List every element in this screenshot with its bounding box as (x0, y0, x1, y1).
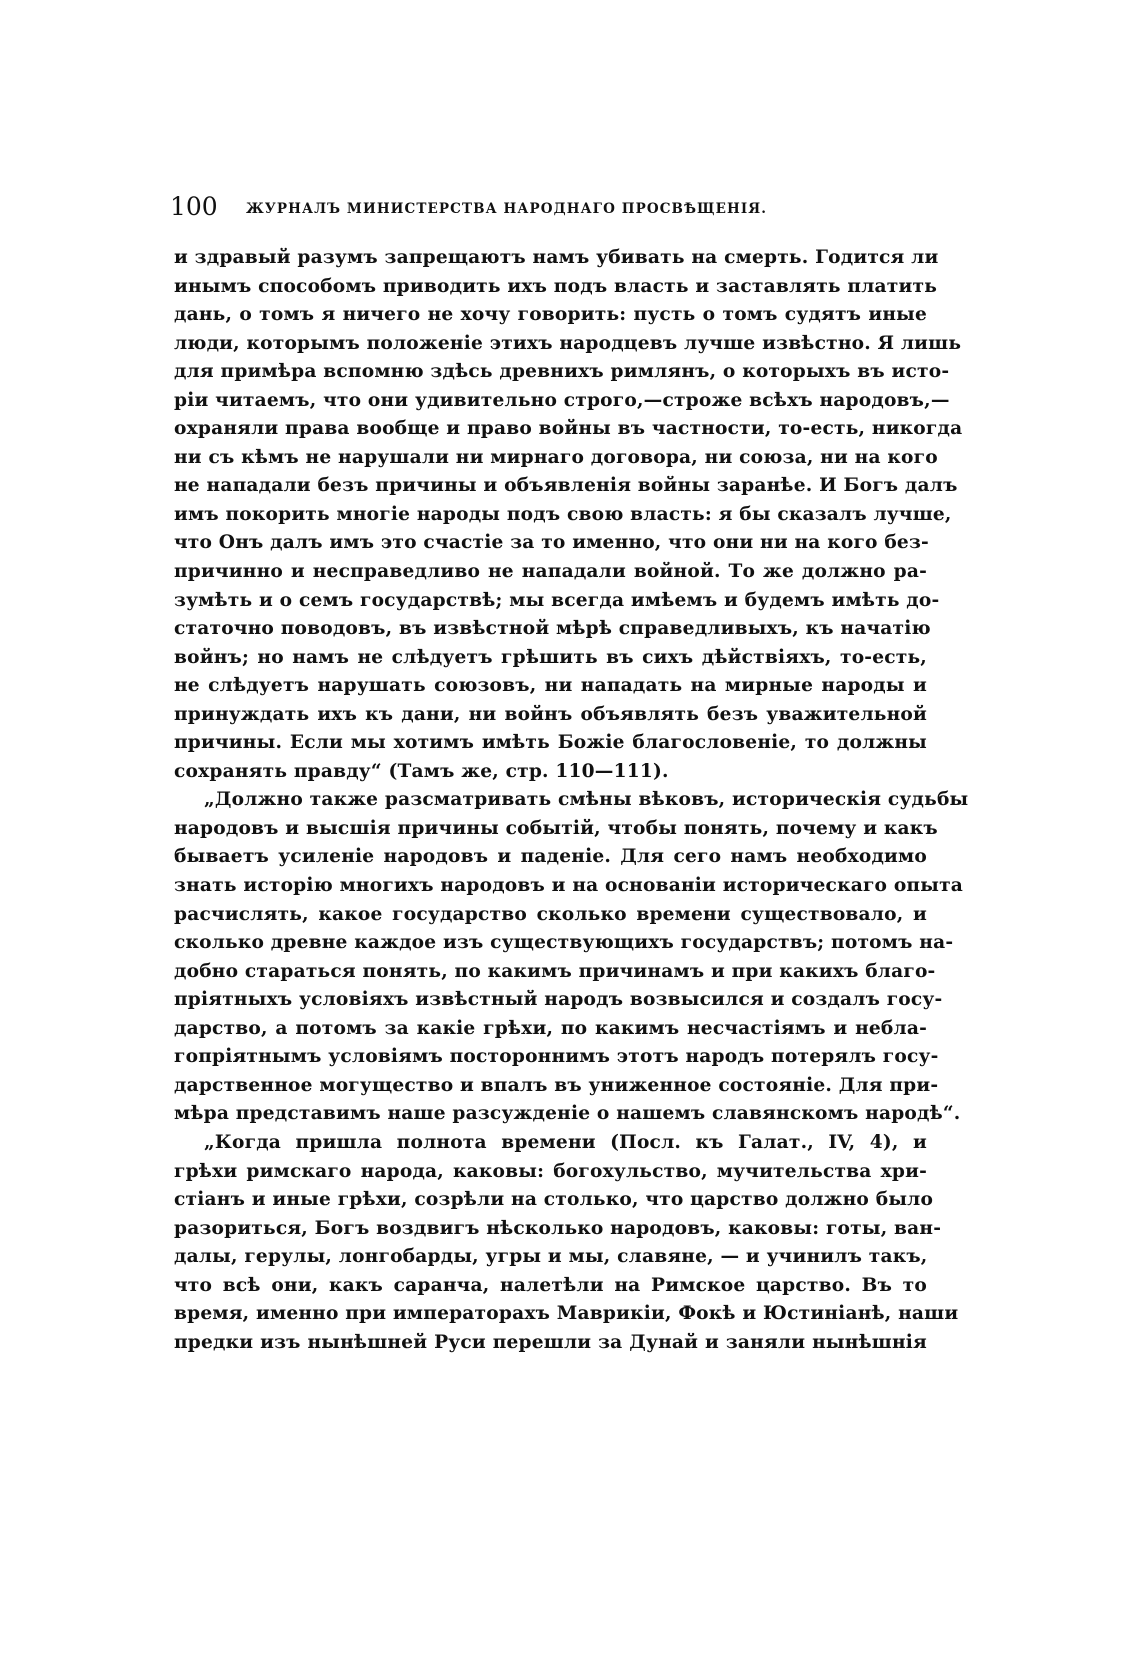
text-line: что Онъ далъ имъ это счастіе за то именно, что они ни на кого без- (174, 532, 929, 554)
text-line: стіанъ и иные грѣхи, созрѣли на столько, что царство должно было (174, 1189, 934, 1211)
text-line: народовъ и высшія причины событій, чтобы понять, почему и какъ (174, 817, 938, 839)
text-line: дарственное могущество и впалъ въ униженное состояніе. Для при- (174, 1074, 939, 1096)
text-line: для примѣра вспомню здѣсь древнихъ римлянъ, о которыхъ въ исто- (174, 361, 950, 383)
text-line: мѣра представимъ наше разсужденіе о нашемъ славянскомъ народѣ“. (174, 1103, 961, 1125)
text-line: сохранять правду“ (Тамъ же, стр. 110—111). (174, 760, 669, 782)
text-line: грѣхи римскаго народа, каковы: богохульство, мучительства хри- (174, 1160, 927, 1182)
text-line: причины. Если мы хотимъ имѣть Божіе благословеніе, то должны (174, 732, 927, 754)
text-line: предки изъ нынѣшней Руси перешли за Дунай и заняли нынѣшнія (174, 1331, 927, 1353)
text-line: инымъ способомъ приводить ихъ подъ власть и заставлять платить (174, 275, 938, 297)
text-line: разориться, Богъ воздвигъ нѣсколько народовъ, каковы: готы, ван- (174, 1217, 942, 1239)
text-line: охраняли права вообще и право войны въ частности, то-есть, никогда (174, 418, 963, 440)
text-line: ни съ кѣмъ не нарушали ни мирнаго договора, ни союза, ни на кого (174, 446, 938, 468)
text-line: гопріятнымъ условіямъ постороннимъ этотъ народъ потерялъ госу- (174, 1046, 939, 1068)
journal-title: ЖУРНАЛЪ МИНИСТЕРСТВА НАРОДНАГО ПРОСВѢЩЕНІЯ. (246, 201, 768, 217)
text-line: зумѣть и о семъ государствѣ; мы всегда имѣемъ и будемъ имѣть до- (174, 589, 940, 611)
running-head (170, 192, 926, 232)
text-line: ріи читаемъ, что они удивительно строго,—строже всѣхъ народовъ,— (174, 389, 950, 411)
text-line: время, именно при императорахъ Маврикіи, Фокѣ и Юстиніанѣ, наши (174, 1303, 959, 1325)
body-text (174, 244, 969, 1357)
text-line: расчислять, какое государство сколько времени существовало, и (174, 903, 927, 925)
text-line: люди, которымъ положеніе этихъ народцевъ лучше извѣстно. Я лишь (174, 332, 962, 354)
text-line: сколько древне каждое изъ существующихъ государствъ; потомъ на- (174, 932, 954, 954)
text-line: войнъ; но намъ не слѣдуетъ грѣшить въ сихъ дѣйствіяхъ, то-есть, (174, 646, 927, 668)
text-line: принуждать ихъ къ дани, ни войнъ объявлять безъ уважительной (174, 703, 927, 725)
text-line: что всѣ они, какъ саранча, налетѣли на Римское царство. Въ то (174, 1274, 927, 1296)
text-line: дарство, а потомъ за какіе грѣхи, по какимъ несчастіямъ и небла- (174, 1017, 927, 1039)
text-line: бываетъ усиленіе народовъ и паденіе. Для сего намъ необходимо (174, 846, 927, 868)
page-number: 100 (170, 192, 218, 221)
text-line: имъ покорить многіе народы подъ свою власть: я бы сказалъ лучше, (174, 503, 952, 525)
text-line: „Должно также разсматривать смѣны вѣковъ, историческія судьбы (204, 789, 969, 811)
text-line: причинно и несправедливо не нападали войной. То же должно ра- (174, 561, 927, 583)
text-line: дань, о томъ я ничего не хочу говорить: пусть о томъ судятъ иные (174, 304, 927, 326)
text-line: „Когда пришла полнота времени (Посл. къ Галат., IV, 4), и (204, 1131, 927, 1153)
text-line: и здравый разумъ запрещаютъ намъ убивать на смерть. Годится ли (174, 247, 939, 268)
text-line: не слѣдуетъ нарушать союзовъ, ни нападать на мирные народы и (174, 675, 927, 697)
text-line: не нападали безъ причины и объявленія войны заранѣе. И Богъ далъ (174, 475, 958, 497)
text-line: пріятныхъ условіяхъ извѣстный народъ возвысился и создалъ госу- (174, 989, 943, 1011)
text-line: знать исторію многихъ народовъ и на основаніи историческаго опыта (174, 875, 964, 897)
text-line: статочно поводовъ, въ извѣстной мѣрѣ справедливыхъ, къ начатію (174, 618, 931, 640)
text-line: далы, герулы, лонгобарды, угры и мы, славяне, — и учинилъ такъ, (174, 1246, 928, 1268)
text-line: добно стараться понять, по какимъ причинамъ и при какихъ благо- (174, 960, 936, 982)
